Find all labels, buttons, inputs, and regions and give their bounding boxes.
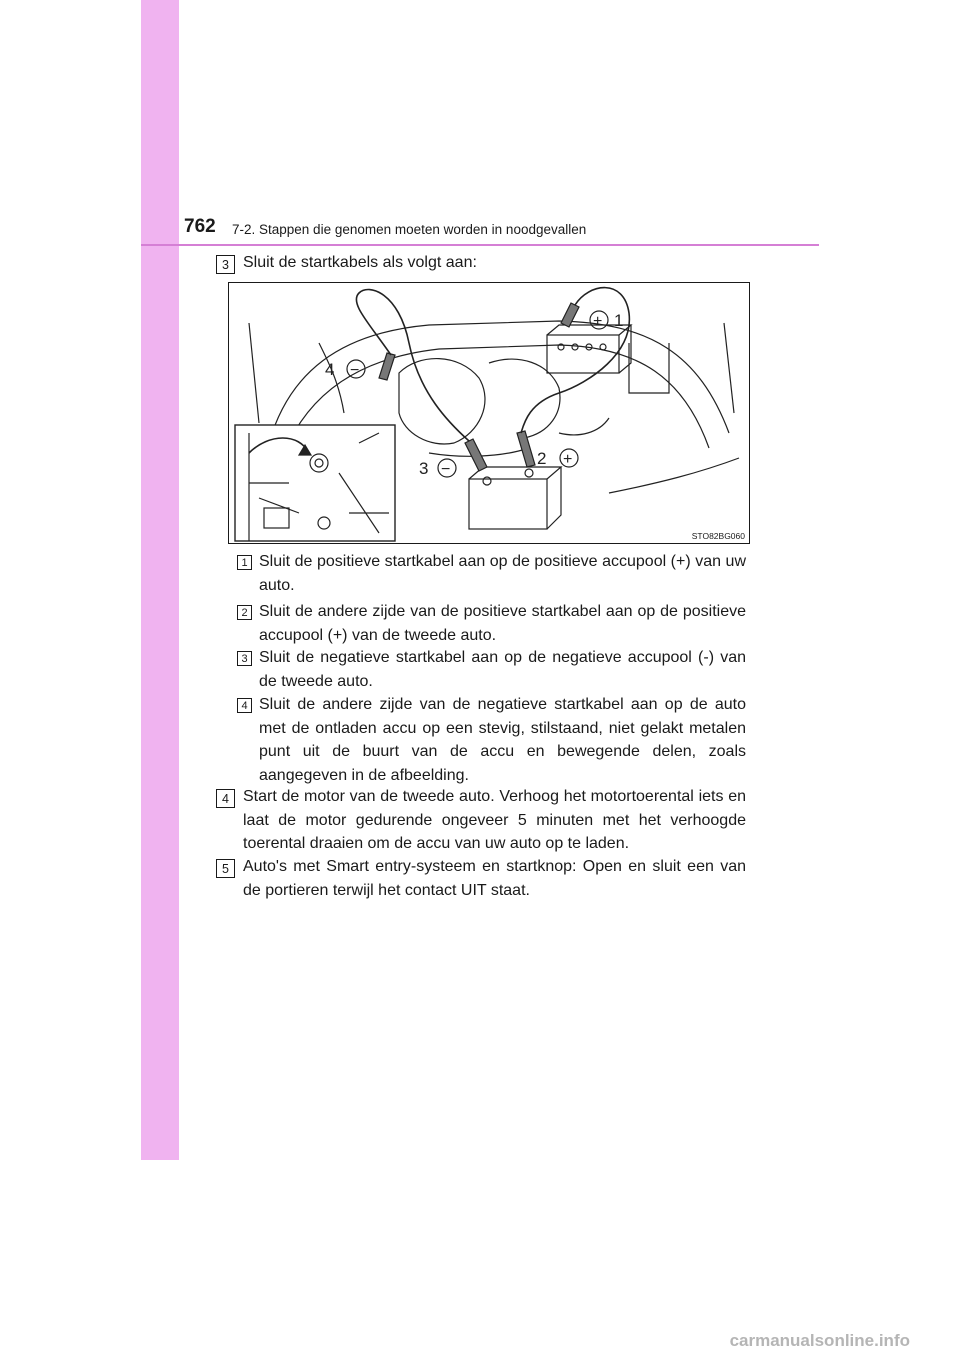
substep-badge-1: 1 bbox=[237, 555, 252, 570]
callout-1-plus-icon: + bbox=[593, 313, 603, 330]
figure-code: STO82BG060 bbox=[691, 531, 745, 541]
callout-2-plus-icon: + bbox=[563, 451, 573, 468]
step-badge-4: 4 bbox=[216, 789, 235, 808]
step-4-text: Start de motor van de tweede auto. Verhoog het motortoerental iets en laat de motor gedurende ongeveer 5 minuten met het verhoogde toerental draaien om de accu van uw auto op te laden. bbox=[243, 788, 746, 852]
callout-4-number: 4 bbox=[325, 360, 335, 379]
substep-2-text: Sluit de andere zijde van de positieve startkabel aan op de positieve accupool (+) van de tweede auto. bbox=[259, 603, 746, 644]
callout-3-number: 3 bbox=[419, 459, 429, 478]
section-title: 7-2. Stappen die genomen moeten worden in noodgevallen bbox=[232, 222, 587, 237]
header-rule bbox=[141, 244, 819, 246]
substep-badge-3: 3 bbox=[237, 651, 252, 666]
watermark: carmanualsonline.info bbox=[729, 1331, 910, 1350]
substep-badge-4: 4 bbox=[237, 698, 252, 713]
step-3-text: Sluit de startkabels als volgt aan: bbox=[243, 254, 477, 271]
step-badge-5: 5 bbox=[216, 859, 235, 878]
jump-start-illustration bbox=[228, 282, 750, 544]
chapter-sidebar-tab bbox=[141, 0, 179, 1160]
engine-bay-drawing bbox=[229, 283, 749, 543]
step-badge-3: 3 bbox=[216, 255, 235, 274]
callout-1-number: 1 bbox=[614, 311, 624, 330]
step-5-text: Auto's met Smart entry-systeem en startknop: Open en sluit een van de portieren terwijl het contact UIT staat. bbox=[243, 858, 746, 899]
substep-4-text: Sluit de andere zijde van de negatieve startkabel aan op de auto met de ontladen accu op een stevig, stilstaand, niet gelakt metalen punt uit de buurt van de accu en bewegende delen, zoals aangegeven in de afbeelding. bbox=[259, 696, 746, 784]
callout-2-number: 2 bbox=[537, 449, 547, 468]
callout-3-minus-icon: − bbox=[441, 461, 451, 478]
substep-3-text: Sluit de negatieve startkabel aan op de negatieve accupool (-) van de tweede auto. bbox=[259, 649, 746, 690]
substep-badge-2: 2 bbox=[237, 605, 252, 620]
callout-4-minus-icon: − bbox=[350, 362, 360, 379]
substep-1-text: Sluit de positieve startkabel aan op de positieve accupool (+) van uw auto. bbox=[259, 553, 746, 594]
page-number: 762 bbox=[184, 216, 216, 237]
